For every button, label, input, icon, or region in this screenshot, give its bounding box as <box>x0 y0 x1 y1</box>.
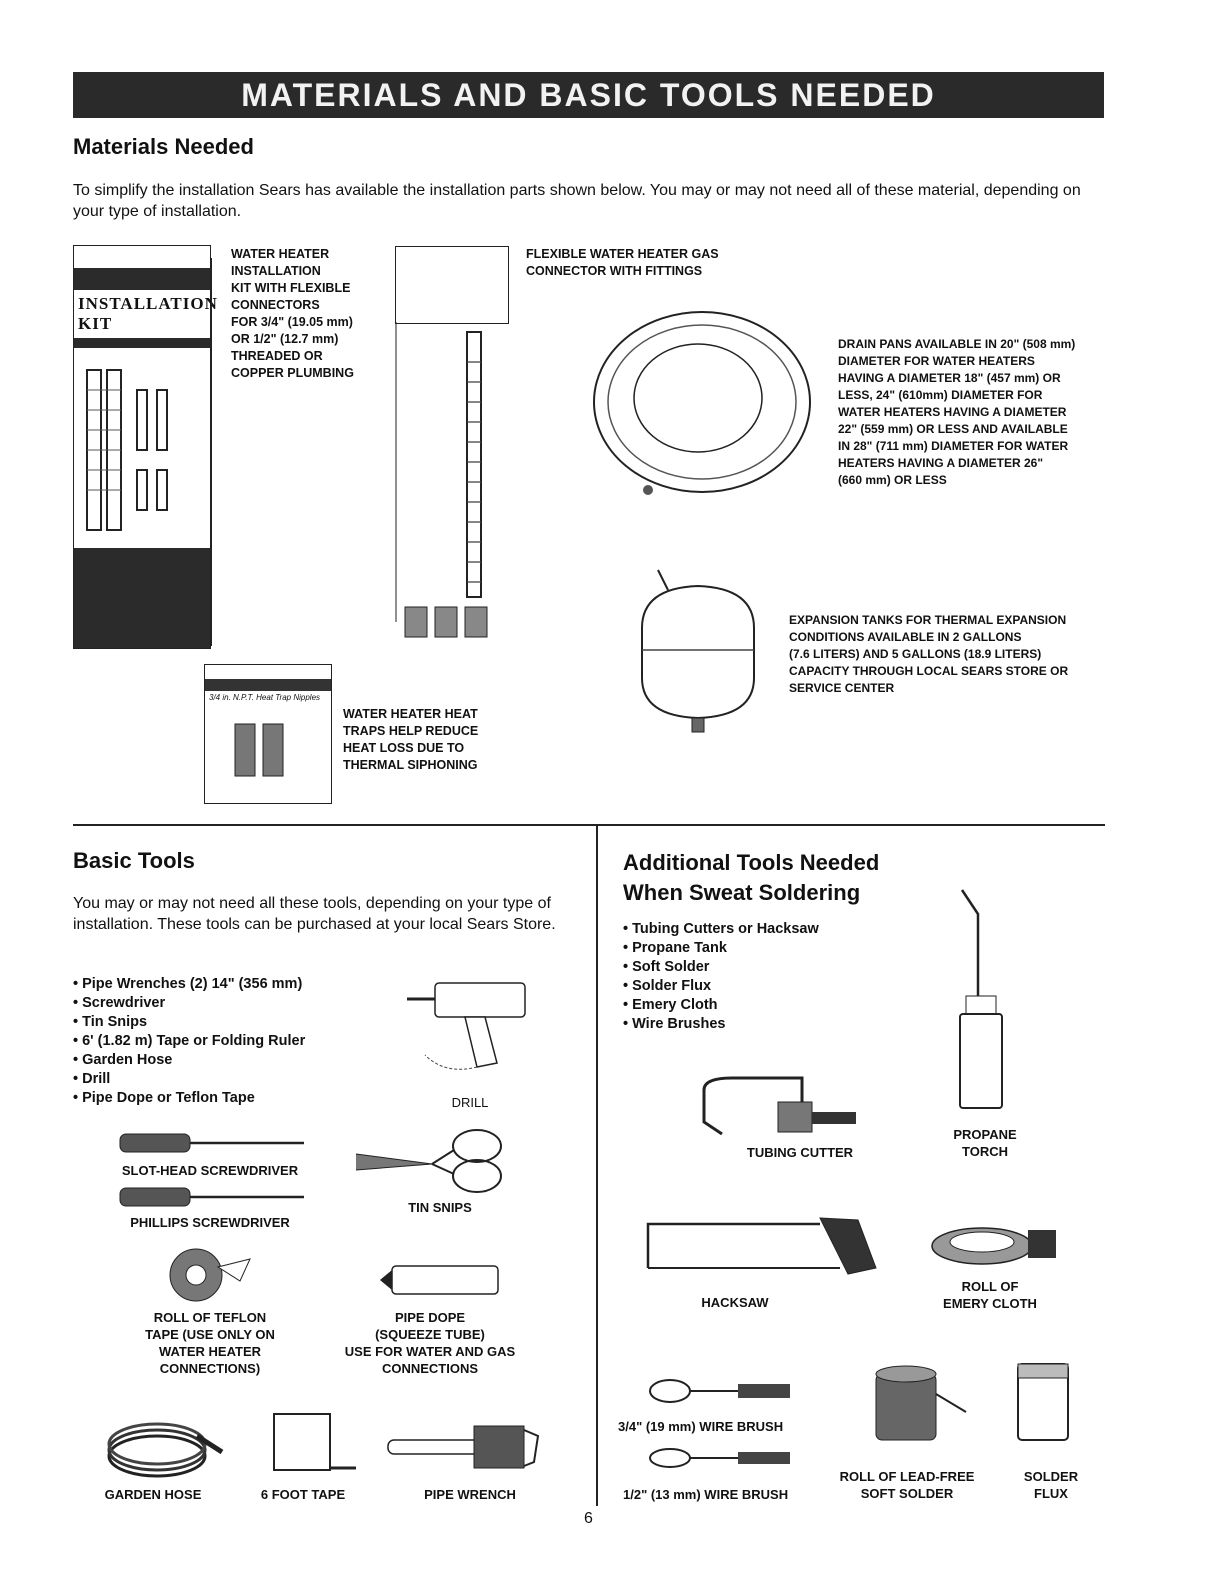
teflon-caption-line: TAPE (USE ONLY ON <box>145 1327 275 1342</box>
solder-flux-jar-icon <box>1014 1358 1074 1444</box>
list-item: • Tubing Cutters or Hacksaw <box>623 920 923 939</box>
list-item: • Drill <box>73 1070 393 1089</box>
drain-text-line: (660 mm) OR LESS <box>838 473 947 487</box>
basic-tools-heading: Basic Tools <box>73 848 195 873</box>
slot-screwdriver-caption: SLOT-HEAD SCREWDRIVER <box>121 1163 299 1178</box>
wire-brush-small-icon <box>648 1446 798 1470</box>
list-item: • Emery Cloth <box>623 996 923 1015</box>
propane-torch-caption <box>940 1126 1030 1160</box>
kit-text-line: KIT WITH FLEXIBLE <box>231 281 351 295</box>
expansion-text-line: (7.6 LITERS) AND 5 GALLONS (18.9 LITERS) <box>789 647 1042 661</box>
tubing-cutter-icon <box>692 1074 872 1142</box>
list-item: • Soft Solder <box>623 958 923 977</box>
list-item: • Tin Snips <box>73 1013 393 1032</box>
solder-caption-line: SOFT SOLDER <box>860 1486 954 1501</box>
additional-heading-line1: Additional Tools Needed <box>623 850 880 875</box>
kit-text-line: INSTALLATION <box>231 264 321 278</box>
flex-text-line: FLEXIBLE WATER HEATER GAS <box>526 247 719 261</box>
wire-brush-large-caption: 3/4" (19 mm) WIRE BRUSH <box>618 1419 784 1434</box>
additional-tools-list <box>623 920 923 1034</box>
kit-text-line: OR 1/2" (12.7 mm) <box>231 332 339 346</box>
list-item: • Solder Flux <box>623 977 923 996</box>
solder-flux-caption <box>1008 1468 1094 1502</box>
list-item: • Garden Hose <box>73 1051 393 1070</box>
drain-pan-description <box>838 336 1118 489</box>
trap-text-line: TRAPS HELP REDUCE <box>343 724 479 738</box>
torch-caption-line: TORCH <box>962 1144 1008 1159</box>
list-item: • Screwdriver <box>73 994 393 1013</box>
list-item: • Propane Tank <box>623 939 923 958</box>
expansion-text-line: CAPACITY THROUGH LOCAL SEARS STORE OR <box>789 664 1069 678</box>
trap-text-line: THERMAL SIPHONING <box>343 758 478 772</box>
pipe-dope-caption-line: USE FOR WATER AND GAS <box>344 1344 516 1359</box>
column-divider <box>596 826 598 1506</box>
list-item: • Pipe Wrenches (2) 14" (356 mm) <box>73 975 393 994</box>
drain-pan-icon <box>590 310 814 500</box>
tape-caption: 6 FOOT TAPE <box>260 1487 346 1502</box>
wire-brush-large-icon <box>648 1376 798 1406</box>
tape-measure-icon <box>262 1410 362 1480</box>
phillips-screwdriver-caption: PHILLIPS SCREWDRIVER <box>130 1215 290 1230</box>
gas-connector-hose-icon <box>395 322 515 644</box>
gas-connector-image <box>395 246 509 324</box>
garden-hose-icon <box>102 1406 232 1482</box>
drain-text-line: IN 28" (711 mm) DIAMETER FOR WATER <box>838 439 1069 453</box>
trap-text-line: HEAT LOSS DUE TO <box>343 741 465 755</box>
emery-caption-line: EMERY CLOTH <box>943 1296 1037 1311</box>
pipe-dope-caption-line: CONNECTIONS <box>381 1361 479 1376</box>
drain-text-line: WATER HEATERS HAVING A DIAMETER <box>838 405 1067 419</box>
heat-trap-description <box>343 706 543 774</box>
torch-caption-line: PROPANE <box>953 1127 1017 1142</box>
heat-trap-label: 3/4 in. N.P.T. Heat Trap Nipples <box>209 693 321 702</box>
basic-tools-list <box>73 975 393 1108</box>
page-banner <box>73 72 1104 118</box>
materials-intro: To simplify the installation Sears has available the installation parts shown below. You may or may not need all of these material, depending on your type of installation. <box>73 182 1081 220</box>
drill-icon <box>405 975 535 1087</box>
expansion-tank-description <box>789 612 1119 697</box>
heat-trap-nipples-icon <box>205 704 325 784</box>
drain-text-line: DRAIN PANS AVAILABLE IN 20" (508 mm) <box>838 337 1076 351</box>
pipe-dope-caption-line: (SQUEEZE TUBE) <box>375 1327 485 1342</box>
expansion-tank-icon <box>630 568 780 736</box>
heat-trap-package-image <box>204 664 332 804</box>
flex-text-line: CONNECTOR WITH FITTINGS <box>526 264 703 278</box>
pipe-wrench-icon <box>384 1422 544 1476</box>
wire-brush-small-caption: 1/2" (13 mm) WIRE BRUSH <box>623 1487 789 1502</box>
pipe-wrench-caption: PIPE WRENCH <box>424 1487 516 1502</box>
tin-snips-caption: TIN SNIPS <box>408 1200 472 1215</box>
expansion-text-line: SERVICE CENTER <box>789 681 895 695</box>
hacksaw-caption: HACKSAW <box>701 1295 769 1310</box>
kit-description <box>231 246 391 382</box>
tin-snips-icon <box>352 1124 512 1196</box>
solder-caption-line: ROLL OF LEAD-FREE <box>839 1469 975 1484</box>
kit-text-line: FOR 3/4" (19.05 mm) <box>231 315 353 329</box>
list-item: • Wire Brushes <box>623 1015 923 1034</box>
section-divider <box>73 824 1105 826</box>
flux-caption-line: SOLDER <box>1023 1469 1079 1484</box>
flex-connector-description <box>526 246 786 280</box>
pipe-dope-caption <box>330 1309 530 1377</box>
additional-heading-line2: When Sweat Soldering <box>623 880 861 905</box>
materials-heading: Materials Needed <box>73 134 254 159</box>
kit-box-side <box>183 258 212 646</box>
basic-tools-intro: You may or may not need all these tools, depending on your type of installation. These tools can be purchased at your local Sears Store. <box>73 895 556 933</box>
drain-text-line: 22" (559 mm) OR LESS AND AVAILABLE <box>838 422 1068 436</box>
pipe-dope-tube-icon <box>378 1262 502 1298</box>
tubing-cutter-caption: TUBING CUTTER <box>746 1145 854 1160</box>
kit-box-title: INSTALLATION KIT <box>78 294 218 333</box>
drill-caption: DRILL <box>451 1095 489 1110</box>
banner-title: MATERIALS AND BASIC TOOLS NEEDED <box>241 76 936 113</box>
teflon-caption-line: CONNECTIONS) <box>159 1361 261 1376</box>
garden-hose-caption: GARDEN HOSE <box>104 1487 202 1502</box>
drain-text-line: HAVING A DIAMETER 18" (457 mm) OR <box>838 371 1061 385</box>
expansion-text-line: CONDITIONS AVAILABLE IN 2 GALLONS <box>789 630 1022 644</box>
list-item: • Pipe Dope or Teflon Tape <box>73 1089 393 1108</box>
expansion-text-line: EXPANSION TANKS FOR THERMAL EXPANSION <box>789 613 1067 627</box>
drain-text-line: DIAMETER FOR WATER HEATERS <box>838 354 1035 368</box>
phillips-screwdriver-icon <box>118 1182 308 1212</box>
trap-text-line: WATER HEATER HEAT <box>343 707 478 721</box>
teflon-caption-line: WATER HEATER <box>158 1344 262 1359</box>
teflon-caption-line: ROLL OF TEFLON <box>153 1310 267 1325</box>
kit-text-line: CONNECTORS <box>231 298 320 312</box>
kit-text-line: COPPER PLUMBING <box>231 366 354 380</box>
flux-caption-line: FLUX <box>1034 1486 1068 1501</box>
additional-tools-heading <box>623 848 879 908</box>
solder-roll-icon <box>866 1364 976 1448</box>
teflon-tape-caption <box>110 1309 310 1377</box>
emery-caption-line: ROLL OF <box>961 1279 1019 1294</box>
drain-text-line: HEATERS HAVING A DIAMETER 26" <box>838 456 1044 470</box>
kit-text-line: THREADED OR <box>231 349 323 363</box>
emery-cloth-caption <box>930 1278 1050 1312</box>
drain-text-line: LESS, 24" (610mm) DIAMETER FOR <box>838 388 1043 402</box>
propane-torch-icon <box>948 888 1018 1118</box>
list-item: • 6' (1.82 m) Tape or Folding Ruler <box>73 1032 393 1051</box>
page-number: 6 <box>584 1510 593 1527</box>
pipe-dope-caption-line: PIPE DOPE <box>394 1310 466 1325</box>
connector-hoses-icon <box>82 360 192 540</box>
slot-screwdriver-icon <box>118 1128 308 1158</box>
emery-cloth-roll-icon <box>928 1216 1060 1276</box>
kit-text-line: WATER HEATER <box>231 247 330 261</box>
solder-caption <box>832 1468 982 1502</box>
teflon-tape-icon <box>160 1245 260 1305</box>
hacksaw-icon <box>640 1212 890 1282</box>
